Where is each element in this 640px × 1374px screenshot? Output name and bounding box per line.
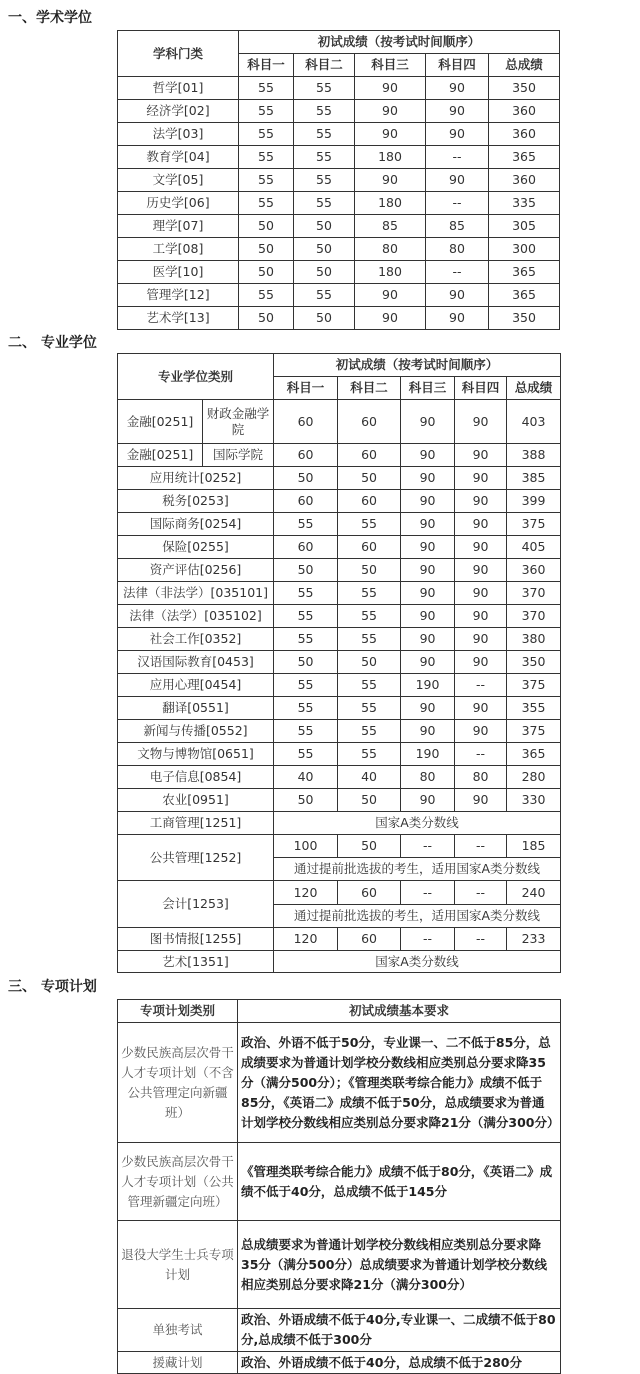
table-row xyxy=(118,215,560,238)
score-cell: 90 xyxy=(401,651,455,674)
score-cell: 40 xyxy=(274,766,338,789)
total-cell: 365 xyxy=(489,146,560,169)
total-cell: 375 xyxy=(507,674,561,697)
total-cell: 365 xyxy=(489,261,560,284)
score-cell: 50 xyxy=(338,559,401,582)
score-cell: 90 xyxy=(401,490,455,513)
score-cell: 90 xyxy=(401,697,455,720)
category-name: 历史学[06] xyxy=(118,192,239,215)
table-row xyxy=(118,467,561,490)
category-name: 社会工作[0352] xyxy=(118,628,274,651)
score-cell: 55 xyxy=(239,284,294,307)
total-cell: 388 xyxy=(507,444,561,467)
plan-requirement: 政治、外语成绩不低于40分，总成绩不低于280分 xyxy=(238,1352,561,1374)
score-cell: 90 xyxy=(355,284,426,307)
header-category: 专业学位类别 xyxy=(118,354,274,400)
score-cell: 50 xyxy=(239,215,294,238)
table-row xyxy=(118,1221,561,1309)
score-cell: 55 xyxy=(274,605,338,628)
score-cell: 120 xyxy=(274,928,338,951)
score-cell: 55 xyxy=(294,100,355,123)
score-cell: 100 xyxy=(274,835,338,858)
score-cell: 50 xyxy=(294,215,355,238)
table-row xyxy=(118,1309,561,1352)
score-cell: 50 xyxy=(294,261,355,284)
plan-category: 单独考试 xyxy=(118,1309,238,1352)
score-cell: -- xyxy=(455,881,507,905)
total-cell: 300 xyxy=(489,238,560,261)
category-name: 应用心理[0454] xyxy=(118,674,274,697)
score-cell: 55 xyxy=(239,77,294,100)
table-row xyxy=(118,720,561,743)
category-name: 管理学[12] xyxy=(118,284,239,307)
header-col: 科目三 xyxy=(355,54,426,77)
score-cell: -- xyxy=(455,835,507,858)
score-cell: 90 xyxy=(455,651,507,674)
total-cell: 335 xyxy=(489,192,560,215)
score-cell: 60 xyxy=(274,444,338,467)
score-cell: 60 xyxy=(274,400,338,444)
plan-requirement: 总成绩要求为普通计划学校分数线相应类别总分要求降35分（满分500分）总成绩要求为普通计划学校分数线相应类别总分要求降21分（满分300分） xyxy=(238,1221,561,1309)
academic-score-table xyxy=(117,30,560,330)
total-cell: 365 xyxy=(489,284,560,307)
header-col: 科目二 xyxy=(338,377,401,400)
total-cell: 350 xyxy=(489,307,560,330)
total-cell: 375 xyxy=(507,720,561,743)
score-cell: 90 xyxy=(401,400,455,444)
table-row xyxy=(118,928,561,951)
score-cell: 55 xyxy=(338,674,401,697)
score-cell: 50 xyxy=(274,467,338,490)
score-cell: 90 xyxy=(401,444,455,467)
score-cell: 90 xyxy=(355,307,426,330)
header-col: 科目四 xyxy=(455,377,507,400)
total-cell: 360 xyxy=(489,169,560,192)
table-row xyxy=(118,444,561,467)
table-row xyxy=(118,835,561,858)
category-name: 金融[0251] xyxy=(118,400,203,444)
table-row xyxy=(118,743,561,766)
category-name: 法学[03] xyxy=(118,123,239,146)
table-row xyxy=(118,1352,561,1374)
score-cell: 90 xyxy=(401,513,455,536)
score-cell: 90 xyxy=(455,467,507,490)
section-title-special: 三、 专项计划 xyxy=(8,979,97,995)
score-cell: 90 xyxy=(401,628,455,651)
score-cell: 90 xyxy=(455,789,507,812)
header-category: 专项计划类别 xyxy=(118,1000,238,1023)
table-row xyxy=(118,192,560,215)
plan-category: 少数民族高层次骨干人才专项计划（不含公共管理定向新疆班） xyxy=(118,1023,238,1143)
category-name: 农业[0951] xyxy=(118,789,274,812)
score-cell: 50 xyxy=(274,559,338,582)
score-cell: 90 xyxy=(401,582,455,605)
total-cell: 350 xyxy=(489,77,560,100)
score-cell: 90 xyxy=(455,582,507,605)
plan-requirement: 政治、外语不低于50分，专业课一、二不低于85分，总成绩要求为普通计划学校分数线相应类别总分要求降35分（满分500分）；《管理类联考综合能力》成绩不低于85分，《英语二》成绩不低于50分，总成绩要求为普通计划学校分数线相应类别总分要求降21分（满分300分） xyxy=(238,1023,561,1143)
category-name: 工学[08] xyxy=(118,238,239,261)
category-name: 图书情报[1255] xyxy=(118,928,274,951)
score-cell: 55 xyxy=(274,628,338,651)
category-name: 艺术学[13] xyxy=(118,307,239,330)
total-cell: 305 xyxy=(489,215,560,238)
table-row xyxy=(118,605,561,628)
score-cell: 90 xyxy=(401,789,455,812)
score-cell: 90 xyxy=(426,77,489,100)
score-cell: 90 xyxy=(455,513,507,536)
header-col: 科目四 xyxy=(426,54,489,77)
sub-unit: 国际学院 xyxy=(203,444,274,467)
table-row xyxy=(118,582,561,605)
total-cell: 233 xyxy=(507,928,561,951)
header-col: 总成绩 xyxy=(489,54,560,77)
score-cell: -- xyxy=(426,192,489,215)
category-name: 法律（非法学）[035101] xyxy=(118,582,274,605)
section-title-professional: 二、 专业学位 xyxy=(8,335,97,351)
score-cell: 50 xyxy=(338,789,401,812)
score-cell: 55 xyxy=(338,697,401,720)
score-cell: -- xyxy=(401,881,455,905)
score-cell: 90 xyxy=(401,559,455,582)
score-cell: 55 xyxy=(294,169,355,192)
category-name: 理学[07] xyxy=(118,215,239,238)
category-name: 资产评估[0256] xyxy=(118,559,274,582)
category-name: 保险[0255] xyxy=(118,536,274,559)
score-cell: 90 xyxy=(401,720,455,743)
table-row xyxy=(118,812,561,835)
score-cell: 85 xyxy=(355,215,426,238)
category-name: 新闻与传播[0552] xyxy=(118,720,274,743)
score-cell: -- xyxy=(426,261,489,284)
score-cell: 55 xyxy=(338,743,401,766)
table-row xyxy=(118,881,561,905)
score-cell: 90 xyxy=(426,284,489,307)
score-cell: 55 xyxy=(294,77,355,100)
score-cell: 90 xyxy=(455,559,507,582)
total-cell: 370 xyxy=(507,582,561,605)
table-row xyxy=(118,490,561,513)
score-cell: 50 xyxy=(338,835,401,858)
header-group: 初试成绩（按考试时间顺序） xyxy=(274,354,561,377)
category-name: 法律（法学）[035102] xyxy=(118,605,274,628)
score-cell: 90 xyxy=(355,77,426,100)
table-row xyxy=(118,238,560,261)
total-cell: 360 xyxy=(489,123,560,146)
score-cell: 55 xyxy=(338,513,401,536)
total-cell: 399 xyxy=(507,490,561,513)
table-row xyxy=(118,261,560,284)
category-name: 文学[05] xyxy=(118,169,239,192)
total-cell: 403 xyxy=(507,400,561,444)
score-cell: 50 xyxy=(274,651,338,674)
total-cell: 185 xyxy=(507,835,561,858)
score-cell: 85 xyxy=(426,215,489,238)
score-cell: 55 xyxy=(274,697,338,720)
total-cell: 360 xyxy=(489,100,560,123)
table-row xyxy=(118,1143,561,1221)
category-name: 艺术[1351] xyxy=(118,951,274,973)
score-cell: 55 xyxy=(274,720,338,743)
plan-requirement: 《管理类联考综合能力》成绩不低于80分，《英语二》成绩不低于40分，总成绩不低于145分 xyxy=(238,1143,561,1221)
category-name: 金融[0251] xyxy=(118,444,203,467)
note-cell: 国家A类分数线 xyxy=(274,812,561,835)
table-row xyxy=(118,536,561,559)
score-cell: 90 xyxy=(426,169,489,192)
table-row xyxy=(118,146,560,169)
score-cell: 50 xyxy=(294,238,355,261)
plan-requirement: 政治、外语成绩不低于40分,专业课一、二成绩不低于80分,总成绩不低于300分 xyxy=(238,1309,561,1352)
category-name: 医学[10] xyxy=(118,261,239,284)
header-col: 科目三 xyxy=(401,377,455,400)
score-cell: 55 xyxy=(294,192,355,215)
score-cell: 60 xyxy=(274,536,338,559)
category-name: 电子信息[0854] xyxy=(118,766,274,789)
plan-category: 少数民族高层次骨干人才专项计划（公共管理新疆定向班） xyxy=(118,1143,238,1221)
note-cell: 通过提前批选拔的考生，适用国家A类分数线 xyxy=(274,858,561,881)
score-cell: 55 xyxy=(239,169,294,192)
note-cell: 国家A类分数线 xyxy=(274,951,561,973)
score-cell: 90 xyxy=(455,720,507,743)
table-row xyxy=(118,284,560,307)
score-cell: -- xyxy=(455,928,507,951)
total-cell: 370 xyxy=(507,605,561,628)
score-cell: 80 xyxy=(455,766,507,789)
plan-category: 退役大学生士兵专项计划 xyxy=(118,1221,238,1309)
score-cell: 55 xyxy=(294,123,355,146)
score-cell: 55 xyxy=(338,720,401,743)
score-cell: 50 xyxy=(338,651,401,674)
table-row xyxy=(118,674,561,697)
score-cell: 90 xyxy=(355,169,426,192)
category-name: 文物与博物馆[0651] xyxy=(118,743,274,766)
score-cell: 50 xyxy=(338,467,401,490)
score-cell: 50 xyxy=(239,261,294,284)
score-cell: 180 xyxy=(355,146,426,169)
category-name: 工商管理[1251] xyxy=(118,812,274,835)
table-row xyxy=(118,789,561,812)
score-cell: -- xyxy=(426,146,489,169)
score-cell: 55 xyxy=(239,100,294,123)
score-cell: 50 xyxy=(239,238,294,261)
table-row xyxy=(118,628,561,651)
table-row xyxy=(118,400,561,444)
table-row xyxy=(118,951,561,973)
score-cell: 90 xyxy=(455,628,507,651)
total-cell: 240 xyxy=(507,881,561,905)
score-cell: 55 xyxy=(274,582,338,605)
score-cell: 60 xyxy=(338,881,401,905)
score-cell: 50 xyxy=(239,307,294,330)
score-cell: 55 xyxy=(294,146,355,169)
plan-category: 援藏计划 xyxy=(118,1352,238,1374)
total-cell: 280 xyxy=(507,766,561,789)
header-requirement: 初试成绩基本要求 xyxy=(238,1000,561,1023)
category-name: 汉语国际教育[0453] xyxy=(118,651,274,674)
table-row xyxy=(118,513,561,536)
score-cell: 90 xyxy=(355,123,426,146)
score-cell: 55 xyxy=(239,192,294,215)
score-cell: 55 xyxy=(274,513,338,536)
score-cell: 90 xyxy=(455,400,507,444)
header-col: 总成绩 xyxy=(507,377,561,400)
score-cell: 55 xyxy=(239,146,294,169)
score-cell: 90 xyxy=(401,605,455,628)
score-cell: -- xyxy=(455,674,507,697)
category-name: 应用统计[0252] xyxy=(118,467,274,490)
header-col: 科目一 xyxy=(239,54,294,77)
score-cell: 190 xyxy=(401,674,455,697)
score-cell: 55 xyxy=(338,582,401,605)
total-cell: 330 xyxy=(507,789,561,812)
table-row xyxy=(118,123,560,146)
header-group: 初试成绩（按考试时间顺序） xyxy=(239,31,560,54)
score-cell: 90 xyxy=(455,490,507,513)
score-cell: 180 xyxy=(355,261,426,284)
total-cell: 350 xyxy=(507,651,561,674)
table-row xyxy=(118,559,561,582)
score-cell: 60 xyxy=(338,400,401,444)
header-col: 科目二 xyxy=(294,54,355,77)
category-name: 翻译[0551] xyxy=(118,697,274,720)
table-row xyxy=(118,307,560,330)
category-name: 会计[1253] xyxy=(118,881,274,928)
total-cell: 365 xyxy=(507,743,561,766)
table-row xyxy=(118,697,561,720)
score-cell: 90 xyxy=(455,444,507,467)
total-cell: 405 xyxy=(507,536,561,559)
table-row xyxy=(118,766,561,789)
section-title-academic: 一、学术学位 xyxy=(8,10,92,26)
score-cell: -- xyxy=(401,928,455,951)
table-row xyxy=(118,1023,561,1143)
note-cell: 通过提前批选拔的考生，适用国家A类分数线 xyxy=(274,905,561,928)
score-cell: 90 xyxy=(426,100,489,123)
score-cell: 50 xyxy=(274,789,338,812)
total-cell: 355 xyxy=(507,697,561,720)
total-cell: 380 xyxy=(507,628,561,651)
score-cell: 90 xyxy=(455,605,507,628)
total-cell: 360 xyxy=(507,559,561,582)
sub-unit: 财政金融学院 xyxy=(203,400,274,444)
score-cell: 55 xyxy=(338,605,401,628)
score-cell: 90 xyxy=(455,536,507,559)
table-row xyxy=(118,100,560,123)
category-name: 国际商务[0254] xyxy=(118,513,274,536)
score-cell: 55 xyxy=(274,743,338,766)
table-row xyxy=(118,651,561,674)
score-cell: 90 xyxy=(455,697,507,720)
score-cell: 55 xyxy=(294,284,355,307)
score-cell: 90 xyxy=(401,467,455,490)
header-category: 学科门类 xyxy=(118,31,239,77)
score-cell: 90 xyxy=(426,307,489,330)
score-cell: 60 xyxy=(338,490,401,513)
score-cell: 50 xyxy=(294,307,355,330)
table-row xyxy=(118,77,560,100)
score-cell: 55 xyxy=(239,123,294,146)
score-cell: 120 xyxy=(274,881,338,905)
score-cell: -- xyxy=(455,743,507,766)
score-cell: 60 xyxy=(338,928,401,951)
score-cell: 60 xyxy=(274,490,338,513)
special-plan-table xyxy=(117,999,561,1374)
category-name: 哲学[01] xyxy=(118,77,239,100)
score-cell: 40 xyxy=(338,766,401,789)
score-cell: 190 xyxy=(401,743,455,766)
header-col: 科目一 xyxy=(274,377,338,400)
score-cell: 55 xyxy=(274,674,338,697)
total-cell: 385 xyxy=(507,467,561,490)
category-name: 公共管理[1252] xyxy=(118,835,274,881)
score-cell: 60 xyxy=(338,536,401,559)
category-name: 教育学[04] xyxy=(118,146,239,169)
score-cell: 90 xyxy=(401,536,455,559)
score-cell: 90 xyxy=(426,123,489,146)
category-name: 税务[0253] xyxy=(118,490,274,513)
category-name: 经济学[02] xyxy=(118,100,239,123)
score-cell: -- xyxy=(401,835,455,858)
professional-score-table xyxy=(117,353,561,973)
score-cell: 80 xyxy=(426,238,489,261)
score-cell: 80 xyxy=(355,238,426,261)
score-cell: 180 xyxy=(355,192,426,215)
table-row xyxy=(118,169,560,192)
score-cell: 55 xyxy=(338,628,401,651)
score-cell: 60 xyxy=(338,444,401,467)
total-cell: 375 xyxy=(507,513,561,536)
score-cell: 90 xyxy=(355,100,426,123)
score-cell: 80 xyxy=(401,766,455,789)
